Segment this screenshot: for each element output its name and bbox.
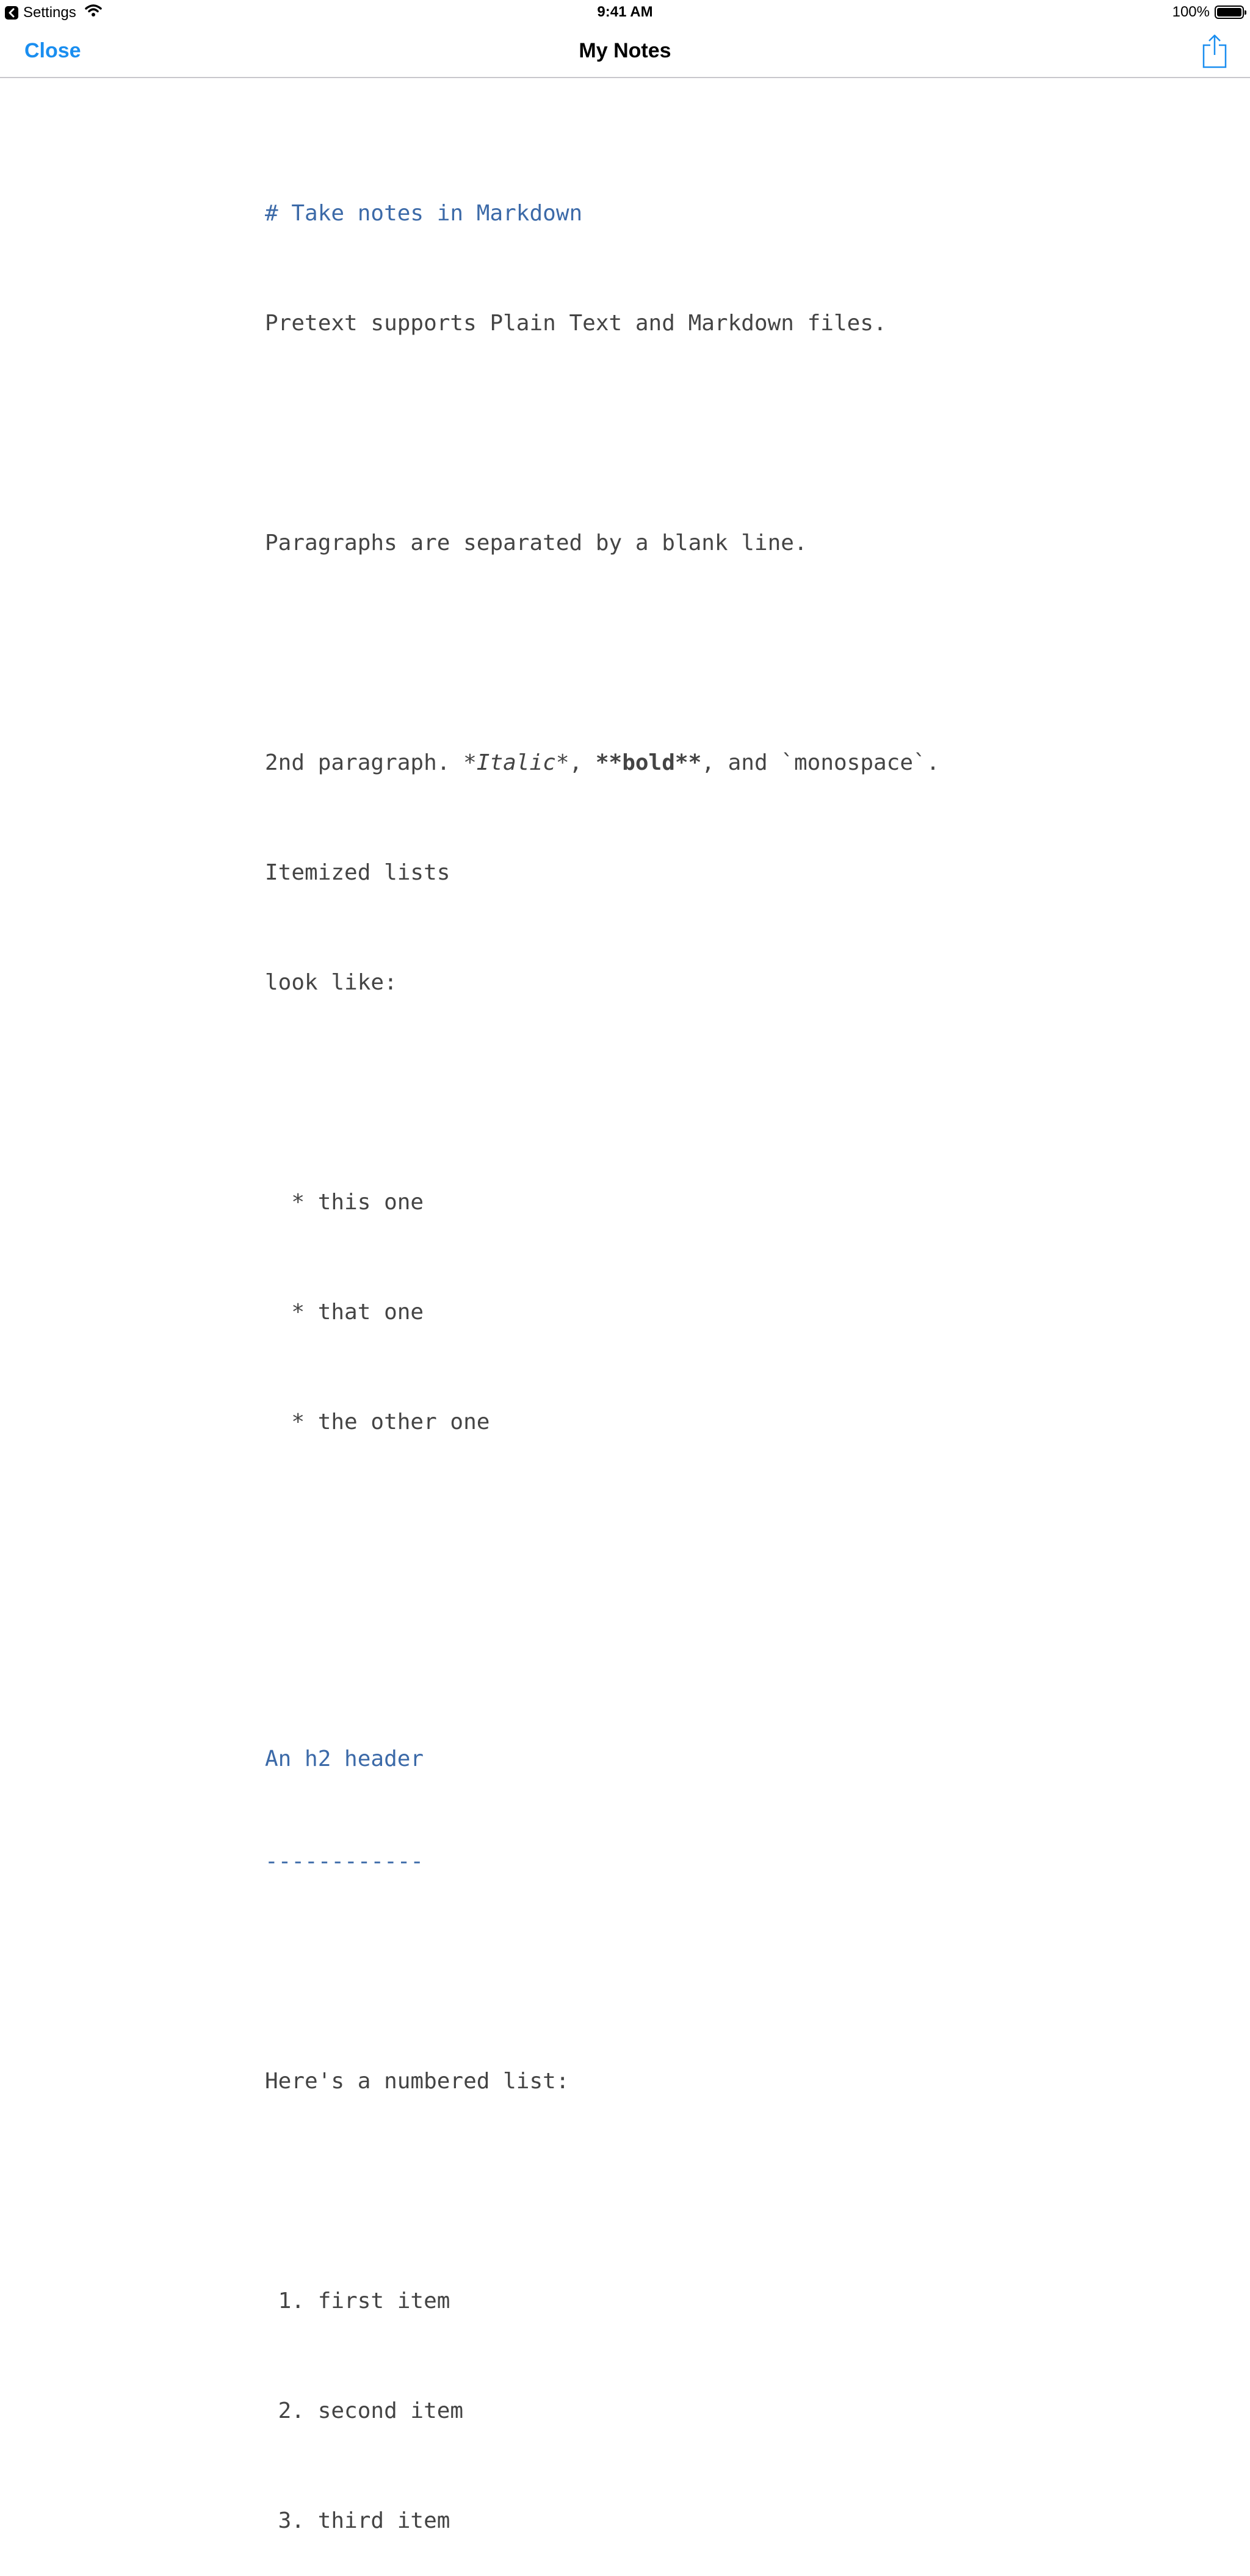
- para-prefix: 2nd paragraph.: [265, 750, 464, 775]
- blank-line: [265, 1514, 1058, 1550]
- blank-line: [265, 635, 1058, 671]
- bullet-item: * this one: [265, 1190, 424, 1215]
- formatted-paragraph: [265, 745, 1058, 781]
- numbered-item: 1. first item: [265, 2288, 450, 2314]
- battery-icon: [1215, 5, 1244, 19]
- status-bar: [0, 0, 1250, 24]
- blank-line: [265, 415, 1058, 452]
- page-title: My Notes: [579, 39, 671, 62]
- status-time: 9:41 AM: [597, 4, 653, 20]
- back-app-label: Settings: [23, 4, 76, 21]
- para-suffix: , and `monospace`.: [701, 750, 940, 775]
- note-editor[interactable]: [265, 122, 1058, 2576]
- numbered-item: 3. third item: [265, 2508, 450, 2533]
- h2-underline: ------------: [265, 1849, 424, 1874]
- itemized-line-2: look like:: [265, 970, 397, 995]
- bullet-item: * that one: [265, 1300, 424, 1325]
- battery-status: [1172, 4, 1244, 21]
- numbered-intro: Here's a numbered list:: [265, 2069, 569, 2094]
- numbered-item: 2. second item: [265, 2398, 464, 2423]
- share-icon[interactable]: [1200, 33, 1229, 68]
- markdown-h1: # Take notes in Markdown: [265, 201, 583, 226]
- navigation-bar: [0, 24, 1250, 78]
- blank-line: [265, 2173, 1058, 2210]
- markdown-h2: An h2 header: [265, 1746, 424, 1771]
- paragraph-line: Paragraphs are separated by a blank line.: [265, 530, 807, 555]
- blank-line: [265, 1953, 1058, 1990]
- bullet-item: * the other one: [265, 1409, 490, 1435]
- battery-percent: 100%: [1172, 4, 1210, 20]
- italic-text: *Italic*: [463, 750, 569, 775]
- bold-text: **bold**: [595, 750, 702, 775]
- para-separator: ,: [569, 750, 596, 775]
- close-button[interactable]: Close: [24, 39, 81, 62]
- intro-line: Pretext supports Plain Text and Markdown files.: [265, 311, 887, 336]
- blank-line: [265, 1624, 1058, 1660]
- itemized-line-1: Itemized lists: [265, 860, 450, 885]
- blank-line: [265, 1074, 1058, 1111]
